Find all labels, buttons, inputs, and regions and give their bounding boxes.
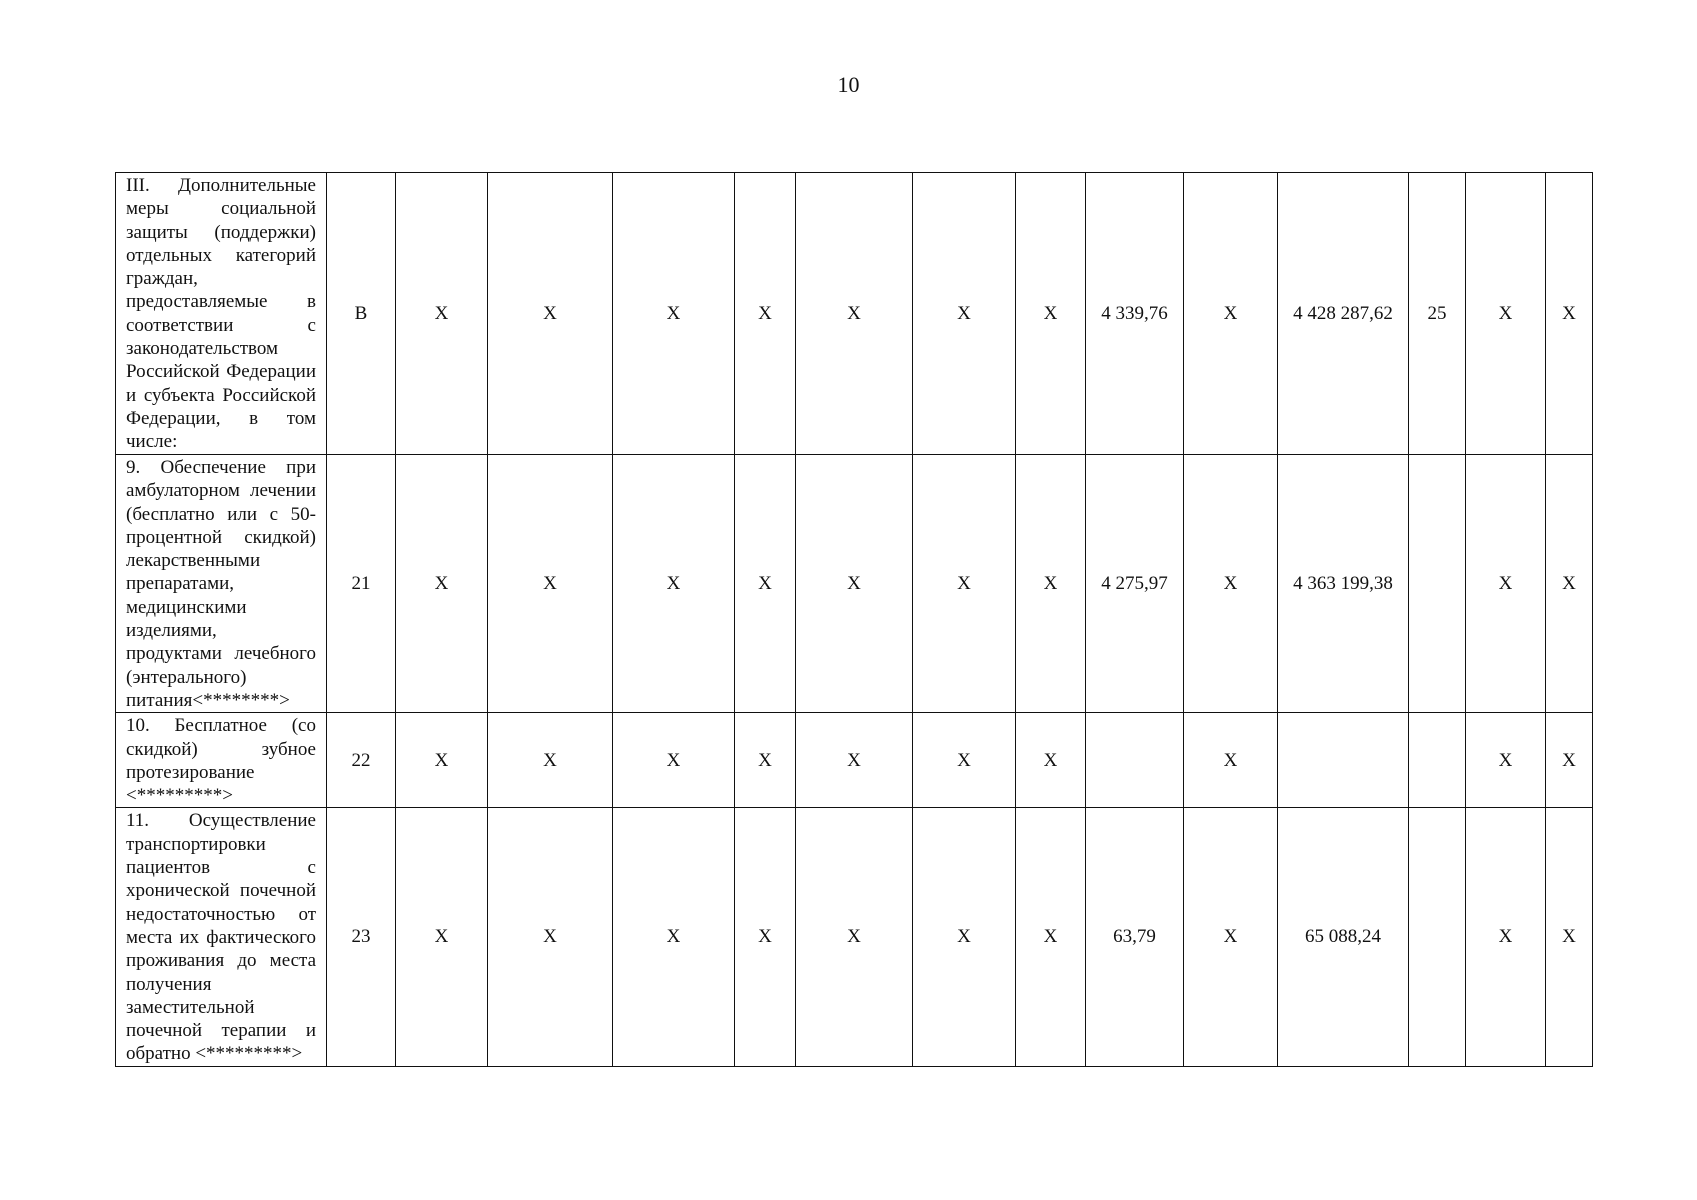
table-cell: Х — [913, 173, 1016, 455]
table-cell — [1409, 808, 1466, 1066]
table-cell: Х — [796, 455, 913, 713]
table-cell: Х — [396, 455, 488, 713]
table-cell: Х — [735, 455, 796, 713]
table-cell: Х — [913, 808, 1016, 1066]
table-cell: Х — [735, 808, 796, 1066]
table-cell — [1409, 713, 1466, 808]
table-cell: Х — [1466, 173, 1546, 455]
row-description: 11. Осуществление транспортировки пациентов с хронической почечной недостаточностью от места их фактического проживания до места получения заместительной почечной терапии и обратно <*********> — [116, 808, 327, 1066]
table-cell: 25 — [1409, 173, 1466, 455]
table-cell: Х — [913, 455, 1016, 713]
table-cell: Х — [396, 808, 488, 1066]
table-cell: Х — [913, 713, 1016, 808]
table-cell: Х — [1466, 455, 1546, 713]
row-description: 9. Обеспечение при амбулаторном лечении (бесплатно или с 50-процентной скидкой) лекарственными препаратами, медицинскими изделиями, продуктами лечебного (энтерального) питания<********> — [116, 455, 327, 713]
table-cell: Х — [613, 808, 735, 1066]
page-number: 10 — [837, 72, 860, 97]
row-code-cell: В — [327, 173, 396, 455]
table-cell: Х — [1546, 173, 1593, 455]
table-cell: 63,79 — [1086, 808, 1184, 1066]
table-row — [116, 713, 1593, 808]
table-row — [116, 455, 1593, 713]
table-cell: Х — [613, 713, 735, 808]
table-cell: Х — [796, 713, 913, 808]
table-cell: Х — [1546, 713, 1593, 808]
table-cell: Х — [1546, 808, 1593, 1066]
row-code-cell: 23 — [327, 808, 396, 1066]
table-row — [116, 808, 1593, 1066]
table-cell: Х — [613, 173, 735, 455]
row-description: 10. Бесплатное (со скидкой) зубное протезирование <*********> — [116, 713, 327, 808]
table-cell — [1409, 455, 1466, 713]
table-cell: Х — [796, 808, 913, 1066]
table-cell — [1278, 713, 1409, 808]
table-cell: Х — [1016, 713, 1086, 808]
table-cell: Х — [735, 713, 796, 808]
row-description: III. Дополнительные меры социальной защиты (поддержки) отдельных категорий граждан, предоставляемые в соответствии с законодательством Российской Федерации и субъекта Российской Федерации, в том числе: — [116, 173, 327, 455]
table-cell: Х — [1016, 173, 1086, 455]
table-cell: Х — [1184, 455, 1278, 713]
table-cell: 4 428 287,62 — [1278, 173, 1409, 455]
table-cell: Х — [1466, 713, 1546, 808]
table-cell: Х — [488, 173, 613, 455]
table-cell: Х — [1184, 808, 1278, 1066]
table-cell: Х — [1016, 455, 1086, 713]
table-cell: Х — [735, 173, 796, 455]
table-cell: Х — [488, 713, 613, 808]
table-cell: Х — [396, 713, 488, 808]
table-row — [116, 173, 1593, 455]
data-table — [115, 172, 1593, 1067]
table-cell: 65 088,24 — [1278, 808, 1409, 1066]
table-cell: Х — [1466, 808, 1546, 1066]
table-cell: Х — [613, 455, 735, 713]
table-cell: 4 275,97 — [1086, 455, 1184, 713]
table-cell: Х — [796, 173, 913, 455]
table-cell — [1086, 713, 1184, 808]
table-cell: Х — [1546, 455, 1593, 713]
row-code-cell: 22 — [327, 713, 396, 808]
table-cell: 4 339,76 — [1086, 173, 1184, 455]
table-cell: Х — [488, 455, 613, 713]
table-cell: Х — [488, 808, 613, 1066]
table-cell: Х — [1184, 173, 1278, 455]
row-code-cell: 21 — [327, 455, 396, 713]
table-cell: Х — [1184, 713, 1278, 808]
table-cell: 4 363 199,38 — [1278, 455, 1409, 713]
table-cell: Х — [396, 173, 488, 455]
table-cell: Х — [1016, 808, 1086, 1066]
